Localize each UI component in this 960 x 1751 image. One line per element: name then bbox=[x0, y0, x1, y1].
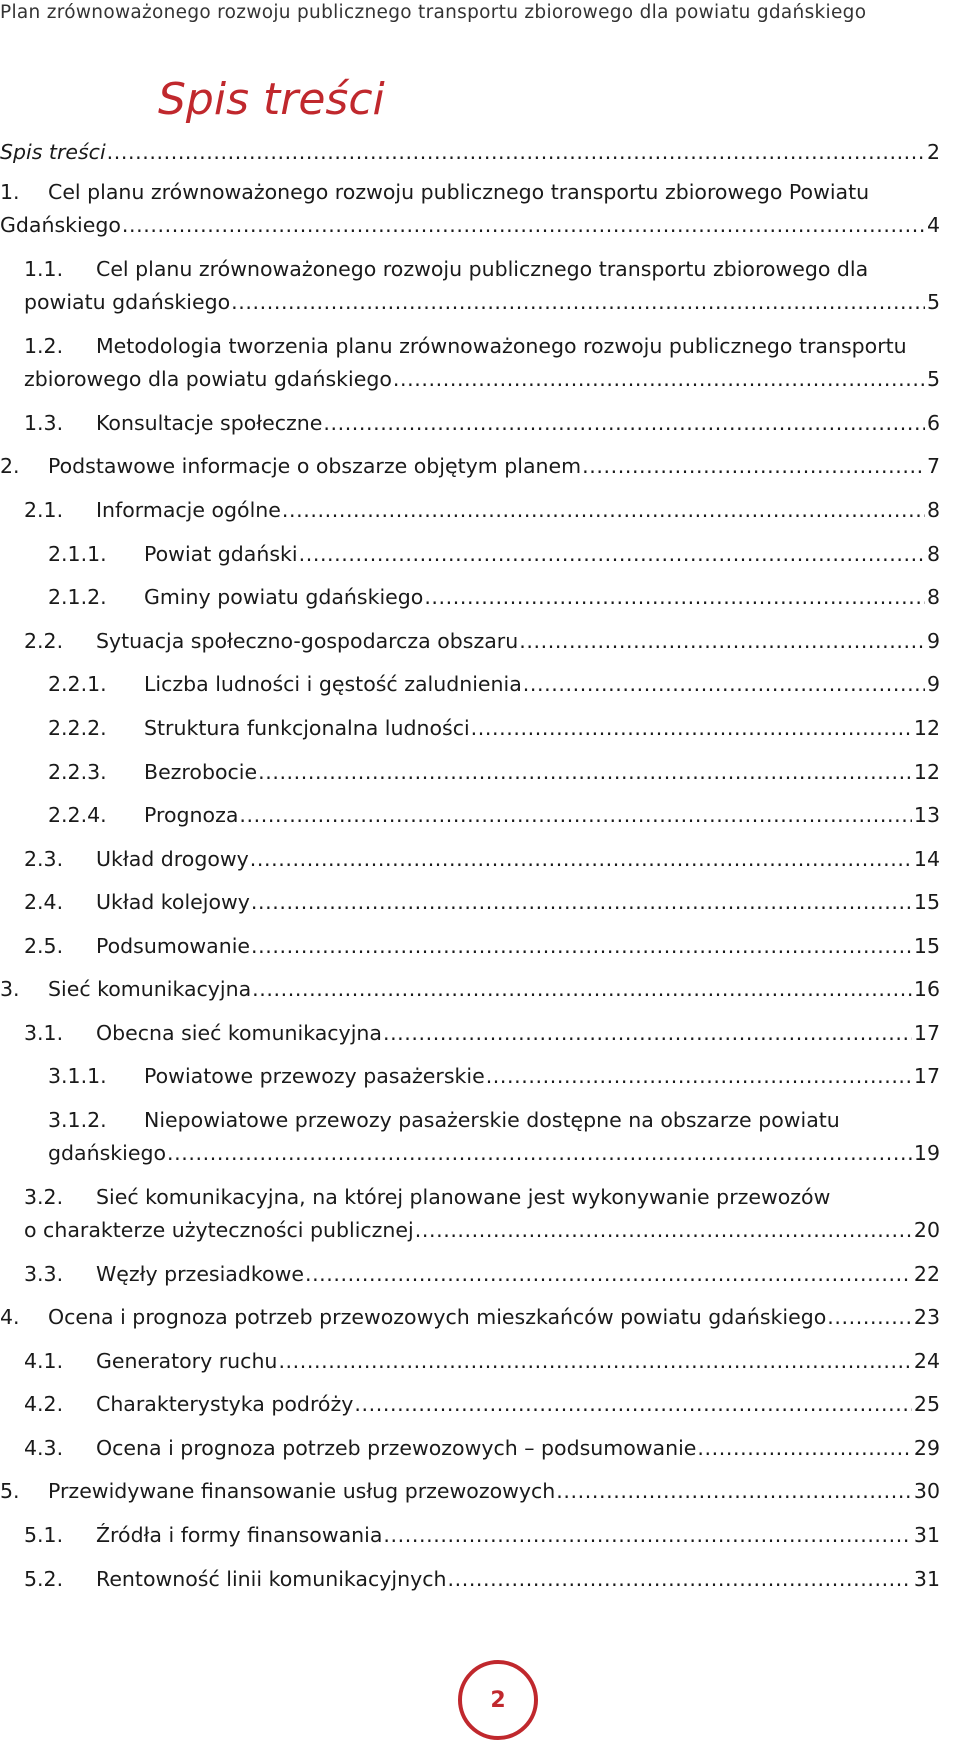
toc-entry[interactable] bbox=[0, 756, 940, 789]
toc-leader bbox=[231, 286, 925, 319]
toc-entry-number: 1. bbox=[0, 180, 20, 204]
toc-leader bbox=[383, 1017, 912, 1050]
toc-leader bbox=[447, 1563, 911, 1596]
toc-entry-text: Powiat gdański bbox=[144, 542, 298, 566]
toc-entry[interactable] bbox=[0, 136, 940, 169]
toc-entry[interactable] bbox=[0, 1181, 940, 1247]
toc-entry-text: Cel planu zrównoważonego rozwoju publicznego transportu zbiorowego Powiatu bbox=[48, 180, 870, 204]
toc-leader bbox=[107, 136, 925, 169]
toc-entry-number: 4.1. bbox=[24, 1349, 64, 1373]
toc-entry-number: 3.3. bbox=[24, 1262, 64, 1286]
toc-entry-text: Prognoza bbox=[144, 803, 239, 827]
toc-entry-number: 4. bbox=[0, 1305, 20, 1329]
toc-page-number: 4 bbox=[926, 213, 940, 237]
toc-entry-text: Konsultacje społeczne bbox=[96, 411, 323, 435]
toc-leader bbox=[393, 363, 925, 396]
toc-page-number: 25 bbox=[913, 1392, 940, 1416]
toc-entry-text-continued: zbiorowego dla powiatu gdańskiego bbox=[24, 367, 392, 391]
toc-page-number: 16 bbox=[913, 977, 940, 1001]
toc-page-number: 9 bbox=[926, 629, 940, 653]
toc-entry-number: 1.1. bbox=[24, 257, 64, 281]
toc-leader bbox=[582, 450, 925, 483]
toc-entry[interactable] bbox=[0, 581, 940, 614]
toc-entry-text: Generatory ruchu bbox=[96, 1349, 278, 1373]
toc-entry-text: Gminy powiatu gdańskiego bbox=[144, 585, 424, 609]
toc-entry-number: 3.1. bbox=[24, 1021, 64, 1045]
toc-entry[interactable] bbox=[0, 494, 940, 527]
toc-page-number: 7 bbox=[926, 454, 940, 478]
toc-entry-text: Sieć komunikacyjna, na której planowane jest wykonywanie przewozów bbox=[96, 1185, 831, 1209]
toc-leader bbox=[251, 886, 912, 919]
toc-entry-number: 3.1.2. bbox=[48, 1108, 107, 1132]
toc-leader bbox=[258, 756, 912, 789]
toc-page-number: 22 bbox=[913, 1262, 940, 1286]
toc-entry-number: 3. bbox=[0, 977, 20, 1001]
toc-entry-number: 3.1.1. bbox=[48, 1064, 107, 1088]
toc-entry-number: 1.3. bbox=[24, 411, 64, 435]
toc-leader bbox=[556, 1475, 912, 1508]
toc-entry-text: Sieć komunikacyjna bbox=[48, 977, 252, 1001]
toc-entry[interactable] bbox=[0, 1345, 940, 1378]
toc-leader bbox=[827, 1301, 912, 1334]
toc-entry-text: Powiatowe przewozy pasażerskie bbox=[144, 1064, 485, 1088]
toc-page-number: 19 bbox=[913, 1141, 940, 1165]
toc-entry[interactable] bbox=[0, 1388, 940, 1421]
toc-leader bbox=[252, 973, 912, 1006]
toc-leader bbox=[415, 1214, 912, 1247]
toc-entry-number: 5. bbox=[0, 1479, 20, 1503]
toc-entry-text: Obecna sieć komunikacyjna bbox=[96, 1021, 382, 1045]
toc-entry[interactable] bbox=[0, 1519, 940, 1552]
toc-page-number: 15 bbox=[913, 934, 940, 958]
toc-entry-number: 3.2. bbox=[24, 1185, 64, 1209]
toc-entry-number: 2.2.2. bbox=[48, 716, 107, 740]
toc-entry-number: 4.2. bbox=[24, 1392, 64, 1416]
toc-entry[interactable] bbox=[0, 176, 940, 242]
toc-leader bbox=[523, 668, 925, 701]
toc-page-number: 8 bbox=[926, 498, 940, 522]
toc-page-number: 20 bbox=[913, 1218, 940, 1242]
toc-entry-text: Rentowność linii komunikacyjnych bbox=[96, 1567, 447, 1591]
toc-entry-number: 2.1. bbox=[24, 498, 64, 522]
toc-entry[interactable] bbox=[0, 1563, 940, 1596]
toc-entry-text: Informacje ogólne bbox=[96, 498, 281, 522]
toc-page-number: 31 bbox=[913, 1567, 940, 1591]
toc-page-number: 9 bbox=[926, 672, 940, 696]
toc-entry-number: 2.2.1. bbox=[48, 672, 107, 696]
toc-leader bbox=[299, 538, 925, 571]
toc-page-number: 31 bbox=[913, 1523, 940, 1547]
toc-entry[interactable] bbox=[0, 625, 940, 658]
toc-entry[interactable] bbox=[0, 930, 940, 963]
toc-entry-text: Liczba ludności i gęstość zaludnienia bbox=[144, 672, 522, 696]
toc-entry-text: Przewidywane finansowanie usług przewozowych bbox=[48, 1479, 556, 1503]
toc-entry[interactable] bbox=[0, 1017, 940, 1050]
toc-entry-text: Ocena i prognoza potrzeb przewozowych – podsumowanie bbox=[96, 1436, 697, 1460]
toc-entry-text: Bezrobocie bbox=[144, 760, 258, 784]
toc-page-number: 12 bbox=[913, 760, 940, 784]
toc-leader bbox=[354, 1388, 912, 1421]
toc-page-number: 5 bbox=[926, 290, 940, 314]
toc-entry[interactable] bbox=[0, 668, 940, 701]
toc-entry-text-continued: o charakterze użyteczności publicznej bbox=[24, 1218, 414, 1242]
toc-entry-text: Węzły przesiadkowe bbox=[96, 1262, 304, 1286]
toc-entry[interactable] bbox=[0, 407, 940, 440]
toc-title: Spis treści bbox=[158, 74, 385, 125]
toc-entry[interactable] bbox=[0, 712, 940, 745]
toc-entry-text: Układ drogowy bbox=[96, 847, 249, 871]
toc-page-number: 8 bbox=[926, 585, 940, 609]
toc-entry[interactable] bbox=[0, 330, 960, 396]
toc-entry[interactable] bbox=[0, 973, 940, 1006]
toc-leader bbox=[323, 407, 925, 440]
toc-entry[interactable] bbox=[0, 843, 940, 876]
toc-leader bbox=[250, 843, 912, 876]
toc-entry[interactable] bbox=[0, 1301, 940, 1334]
toc-leader bbox=[471, 712, 912, 745]
toc-entry-text: Spis treści bbox=[0, 140, 106, 164]
toc-page-number: 5 bbox=[926, 367, 940, 391]
toc-leader bbox=[697, 1432, 912, 1465]
toc-leader bbox=[167, 1137, 912, 1170]
toc-leader bbox=[519, 625, 925, 658]
toc-page-number: 2 bbox=[926, 140, 940, 164]
toc-entry[interactable] bbox=[0, 1258, 940, 1291]
toc-leader bbox=[424, 581, 925, 614]
toc-page-number: 8 bbox=[926, 542, 940, 566]
toc-entry-text-continued: Gdańskiego bbox=[0, 213, 121, 237]
toc-entry[interactable] bbox=[0, 1060, 940, 1093]
toc-leader bbox=[282, 494, 925, 527]
toc-entry[interactable] bbox=[0, 1104, 940, 1170]
toc-page-number: 17 bbox=[913, 1064, 940, 1088]
toc-entry-text: Sytuacja społeczno-gospodarcza obszaru bbox=[96, 629, 519, 653]
toc-entry-text: Charakterystyka podróży bbox=[96, 1392, 354, 1416]
toc-entry-number: 2.2. bbox=[24, 629, 64, 653]
toc-entry-text: Źródła i formy finansowania bbox=[96, 1523, 383, 1547]
toc-entry-number: 2.3. bbox=[24, 847, 64, 871]
running-header: Plan zrównoważonego rozwoju publicznego transportu zbiorowego dla powiatu gdańskiego bbox=[0, 2, 867, 23]
toc-entry-number: 1.2. bbox=[24, 334, 64, 358]
toc-leader bbox=[278, 1345, 911, 1378]
toc-entry[interactable] bbox=[0, 1432, 940, 1465]
toc-entry[interactable] bbox=[0, 886, 940, 919]
toc-entry-text: Ocena i prognoza potrzeb przewozowych mieszkańców powiatu gdańskiego bbox=[48, 1305, 827, 1329]
toc-leader bbox=[383, 1519, 912, 1552]
page-number: 2 bbox=[490, 1687, 506, 1713]
toc-entry-number: 2.2.4. bbox=[48, 803, 107, 827]
toc-entry[interactable] bbox=[0, 538, 940, 571]
toc-page-number: 15 bbox=[913, 890, 940, 914]
toc-entry-text: Niepowiatowe przewozy pasażerskie dostępne na obszarze powiatu bbox=[144, 1108, 840, 1132]
toc-entry-number: 2.2.3. bbox=[48, 760, 107, 784]
toc-leader bbox=[305, 1258, 912, 1291]
toc-entry[interactable] bbox=[0, 253, 940, 319]
toc-leader bbox=[122, 209, 925, 242]
toc-page-number: 13 bbox=[913, 803, 940, 827]
toc-page-number: 6 bbox=[926, 411, 940, 435]
toc-page-number: 17 bbox=[913, 1021, 940, 1045]
toc-entry-number: 2. bbox=[0, 454, 20, 478]
toc-page-number: 24 bbox=[913, 1349, 940, 1373]
toc-page-number: 29 bbox=[913, 1436, 940, 1460]
toc-entry-number: 2.1.2. bbox=[48, 585, 107, 609]
toc-entry-text: Układ kolejowy bbox=[96, 890, 250, 914]
toc-leader bbox=[239, 799, 912, 832]
toc-page-number: 30 bbox=[913, 1479, 940, 1503]
toc-entry-number: 4.3. bbox=[24, 1436, 64, 1460]
toc-leader bbox=[486, 1060, 912, 1093]
page-number-badge bbox=[458, 1660, 538, 1740]
toc-page-number: 23 bbox=[913, 1305, 940, 1329]
toc-entry[interactable] bbox=[0, 450, 940, 483]
toc-entry[interactable] bbox=[0, 799, 940, 832]
toc-entry-text: Podsumowanie bbox=[96, 934, 251, 958]
toc-entry-text: Cel planu zrównoważonego rozwoju publicznego transportu zbiorowego dla bbox=[96, 257, 869, 281]
toc-entry-text-continued: gdańskiego bbox=[48, 1141, 166, 1165]
toc-page-number: 12 bbox=[913, 716, 940, 740]
toc-leader bbox=[251, 930, 912, 963]
toc-entry-number: 2.1.1. bbox=[48, 542, 107, 566]
toc-entry-number: 2.5. bbox=[24, 934, 64, 958]
toc-entry-text-continued: powiatu gdańskiego bbox=[24, 290, 231, 314]
toc-entry-number: 2.4. bbox=[24, 890, 64, 914]
toc-entry[interactable] bbox=[0, 1475, 940, 1508]
toc-page-number: 14 bbox=[913, 847, 940, 871]
toc-entry-number: 5.2. bbox=[24, 1567, 64, 1591]
toc-entry-number: 5.1. bbox=[24, 1523, 64, 1547]
toc-entry-text: Struktura funkcjonalna ludności bbox=[144, 716, 470, 740]
toc-entry-text: Metodologia tworzenia planu zrównoważonego rozwoju publicznego transportu bbox=[96, 334, 907, 358]
toc-entry-text: Podstawowe informacje o obszarze objętym planem bbox=[48, 454, 582, 478]
